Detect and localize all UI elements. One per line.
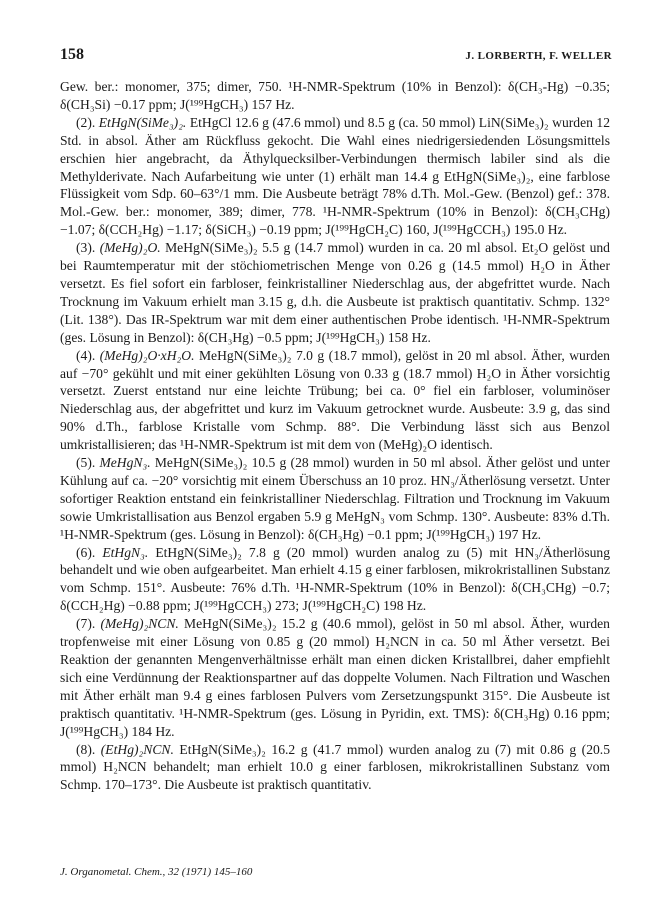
compound-heading: (MeHg)₂O·xH₂O. [99,347,195,363]
paragraph-text: MeHgN(SiMe₃)₂ 5.5 g (14.7 mmol) wurden in ca. 20 ml absol. Et₂O gelöst und bei Raumtemperatur mit der stöchiometrischen Menge von 0.26 g (14.5 mmol) H₂O in Äther versetzt. Es fiel sofort ein farbloser, feinkristalliner Niederschlag aus, der abgefrittet wurde. Nach Trocknung im Vakuum erhielt man 3.15 g, d.h. die Ausbeute ist praktisch quantitativ. Schmp. 132° (Lit. 138°). Das IR-Spektrum war mit dem einer authentischen Probe identisch. ¹H-NMR-Spektrum (ges. Lösung in Benzol): δ(CH₃Hg) −0.5 ppm; J(¹⁹⁹HgCH₃) 158 Hz. [60,240,610,345]
paragraph-continuation [60,78,610,114]
paragraph-text: Gew. ber.: monomer, 375; dimer, 750. ¹H-NMR-Spektrum (10% in Benzol): δ(CH₃-Hg) −0.35; δ(CH₃Si) −0.17 ppm; J(¹⁹⁹HgCH₃) 157 Hz. [60,79,610,112]
compound-heading: (MeHg)₂O. [99,240,161,256]
paragraph-procedure-6 [60,544,610,616]
page-number: 158 [60,46,84,63]
journal-citation: J. Organometal. Chem., 32 (1971) 145–160 [60,866,253,878]
procedure-number: (3). [76,240,96,256]
compound-heading: EtHgN(SiMe₃)₂. [98,114,187,130]
body-text [60,78,610,794]
procedure-number: (7). [76,616,96,632]
compound-heading: (EtHg)₂NCN. [100,741,174,757]
paragraph-procedure-3 [60,239,610,346]
paragraph-text: MeHgN(SiMe₃)₂ 10.5 g (28 mmol) wurden in 50 ml absol. Äther gelöst und unter Kühlung auf ca. −20° vorsichtig mit einem Überschuss an 10 proz. HN₃/Ätherlösung versetzt. Unter sofortiger Reaktion entstand ein feinkristalliner Niederschlag. Filtration und Trocknung im Vakuum sowie Umkristallisation aus Benzol ergaben 5.9 g MeHgN₃ vom Schmp. 130°. Ausbeute: 83% d.Th. ¹H-NMR-Spektrum (ges. Lösung in Benzol): δ(CH₃Hg) −0.1 ppm; J(¹⁹⁹HgCH₃) 197 Hz. [60,455,610,542]
paragraph-text: EtHgN(SiMe₃)₂ 7.8 g (20 mmol) wurden analog zu (5) mit HN₃/Ätherlösung behandelt und wie oben aufgearbeitet. Man erhielt 4.15 g einer farblosen, mikrokristallinen Substanz vom Schmp. 151°. Ausbeute: 76% d.Th. ¹H-NMR-Spektrum (10% in Benzol): δ(CH₃CHg) −0.7; δ(CCH₂Hg) −0.88 ppm; J(¹⁹⁹HgCCH₃) 273; J(¹⁹⁹HgCH₂C) 198 Hz. [60,544,610,614]
compound-heading: (MeHg)₂NCN. [100,616,179,632]
compound-heading: MeHgN₃. [99,455,151,471]
paragraph-text: EtHgCl 12.6 g (47.6 mmol) und 8.5 g (ca. 50 mmol) LiN(SiMe₃)₂ wurden 12 Std. in absol. Äther am Rückfluss gekocht. Die Wahl eines niedrigersiedenden Lösungsmittels erschien hier angebracht, da Äthylquecksilber-Verbindungen thermisch labiler sind als die Methylderivate. Nach Aufarbeitung wie unter (1) erhält man 14.4 g EtHgN(SiMe₃)₂, eine farblose Flüssigkeit vom Sdp. 60–63°/1 mm. Die Ausbeute beträgt 78% d.Th. Mol.-Gew. (Benzol) gef.: 378. Mol.-Gew. ber.: monomer, 389; dimer, 778. ¹H-NMR-Spektrum (10% in Benzol): δ(CH₃CHg) −1.07; δ(CCH₂Hg) −1.17; δ(SiCH₃) −0.19 ppm; J(¹⁹⁹HgCH₂C) 160, J(¹⁹⁹HgCCH₃) 195.0 Hz. [60,114,610,238]
paragraph-text: EtHgN(SiMe₃)₂ 16.2 g (41.7 mmol) wurden analog zu (7) mit 0.86 g (20.5 mmol) H₂NCN behandelt; man erhielt 10.0 g einer farblosen, mikrokristallinen Substanz vom Schmp. 170–173°. Die Ausbeute ist praktisch quantitativ. [60,741,610,793]
page-header [60,46,612,66]
procedure-number: (6). [76,544,96,560]
running-head: J. LORBERTH, F. WELLER [465,50,612,62]
paragraph-text: MeHgN(SiMe₃)₂ 7.0 g (18.7 mmol), gelöst in 20 ml absol. Äther, wurden auf −70° gekühlt und mit einer gekühlten Lösung von 0.33 g (18.7 mmol) H₂O in Äther vorsichtig versetzt. Zuerst entstand nur eine leichte Trübung; bei ca. 0° fiel ein farbloser, voluminöser Niederschlag aus, der abgefrittet und kurz im Vakuum getrocknet wurde. Ausbeute: 3.9 g, das sind 90% d.Th., farblose Kristalle vom Schmp. 88°. Die Verbindung lässt sich aus Benzol umkristallisieren; das ¹H-NMR-Spektrum ist mit dem von (MeHg)₂O identisch. [60,347,610,453]
procedure-number: (2). [76,114,96,130]
procedure-number: (5). [76,455,96,471]
procedure-number: (8). [76,741,96,757]
paragraph-procedure-7 [60,615,610,740]
paragraph-text: MeHgN(SiMe₃)₂ 15.2 g (40.6 mmol), gelöst in 50 ml absol. Äther, wurden tropfenweise mit einer Lösung von 0.85 g (20 mmol) H₂NCN in ca. 50 ml Äther versetzt. Bei Reaktion der genannten Mengenverhältnisse erhält man einen dicken Kristallbrei, daher empfiehlt sich eine Verdünnung der Reaktionspartner auf das doppelte Volumen. Nach Filtration und Waschen mit Äther erhält man 9.4 g eines farblosen Pulvers vom Zersetzungspunkt 315°. Die Ausbeute ist praktisch quantitativ. ¹H-NMR-Spektrum (ges. Lösung in Pyridin, ext. TMS): δ(CH₃Hg) 0.16 ppm; J(¹⁹⁹HgCH₃) 184 Hz. [60,616,610,739]
paragraph-procedure-8 [60,741,610,795]
compound-heading: EtHgN₃. [102,544,149,560]
paragraph-procedure-5 [60,454,610,544]
paragraph-procedure-4 [60,347,610,454]
paragraph-procedure-2 [60,114,610,239]
procedure-number: (4). [76,347,96,363]
